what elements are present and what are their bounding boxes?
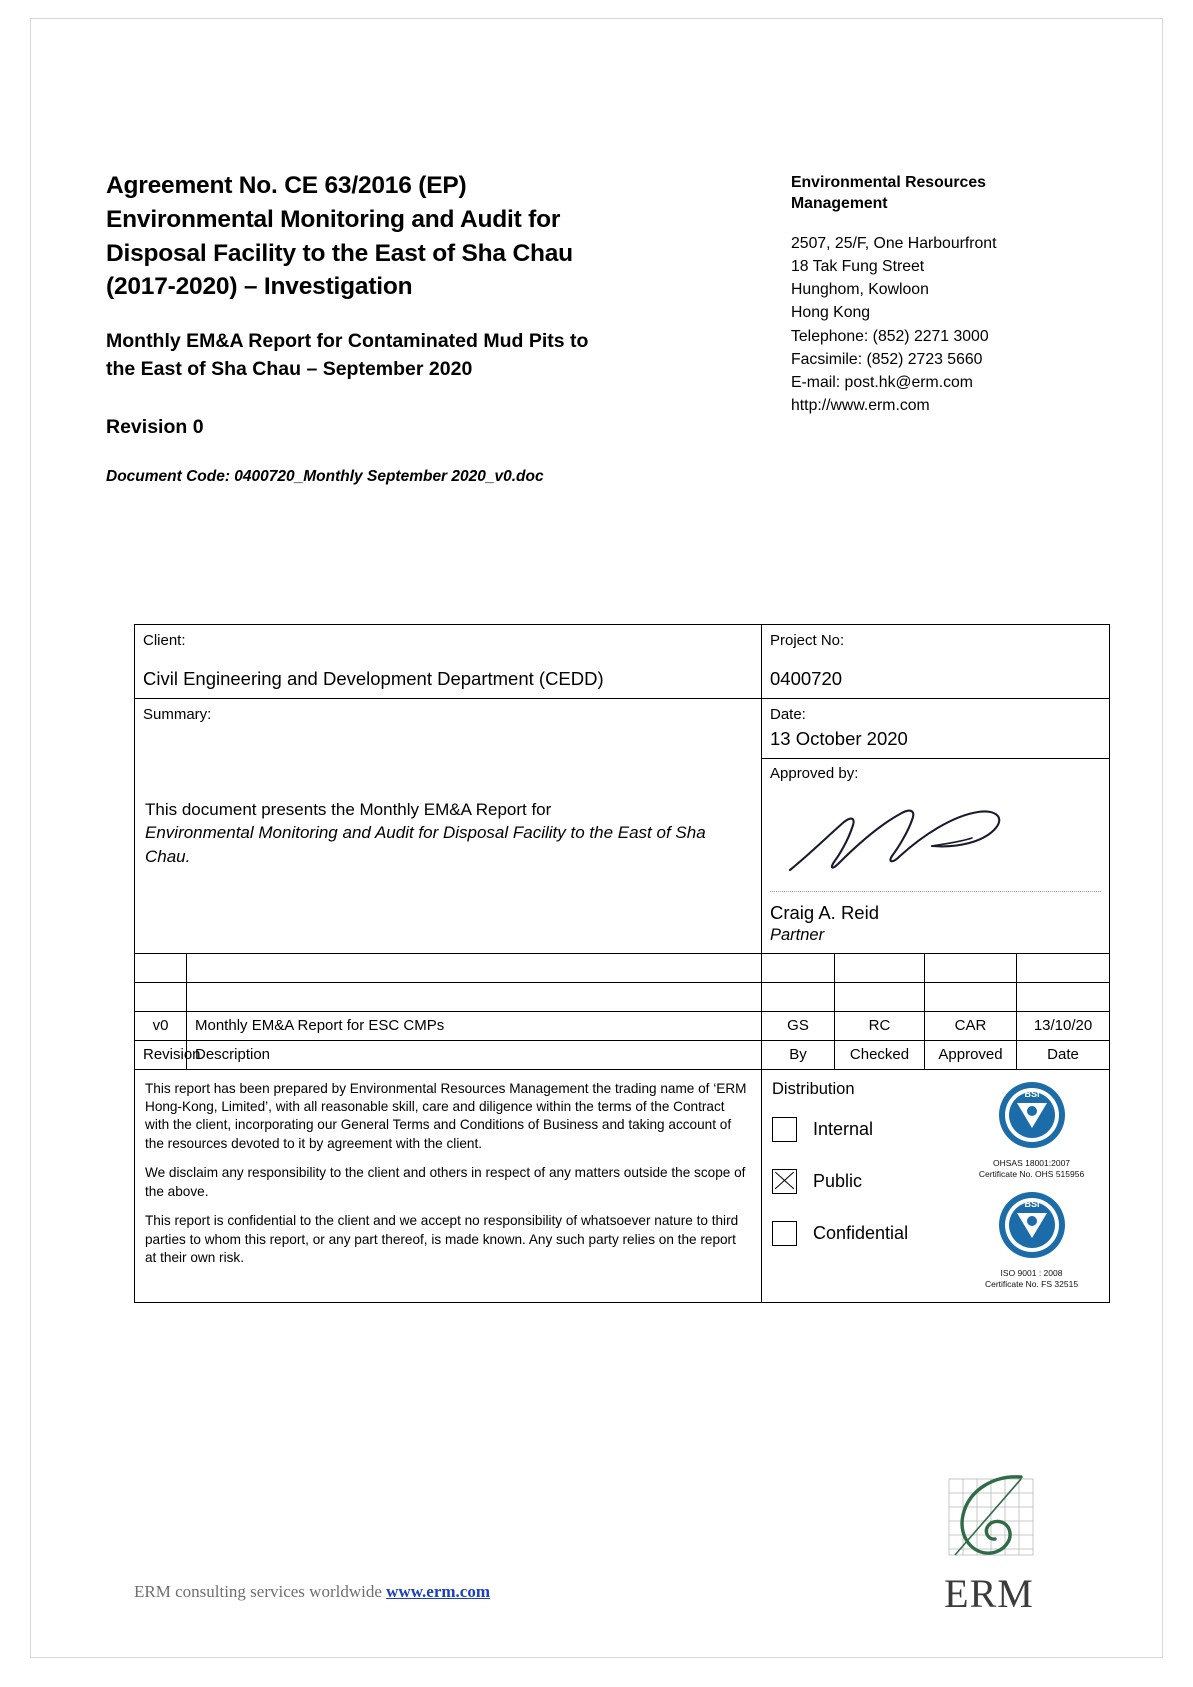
certification-number-ohsas: Certificate No. OHS 515956	[978, 1169, 1085, 1180]
document-info-table	[134, 624, 1110, 1303]
svg-text:BSI: BSI	[1024, 1198, 1040, 1209]
subtitle-line-2: the East of Sha Chau – September 2020	[106, 358, 473, 381]
company-name-line-1: Environmental Resources	[791, 174, 986, 191]
revision-entry-description: Monthly EM&A Report for ESC CMPs	[187, 1011, 762, 1040]
header-approved: Approved	[925, 1040, 1017, 1069]
blank-cell	[925, 953, 1017, 982]
facsimile: Facsimile: (852) 2723 5660	[791, 350, 983, 368]
erm-logo	[914, 1473, 1064, 1617]
company-block	[791, 169, 1091, 486]
legal-cell	[135, 1069, 762, 1302]
certification-ohsas	[964, 1078, 1099, 1180]
summary-text	[135, 798, 761, 882]
blank-cell	[762, 953, 835, 982]
revision-entry-approved: CAR	[925, 1011, 1017, 1040]
revision-entry-by: GS	[762, 1011, 835, 1040]
summary-text-line-1: This document presents the Monthly EM&A Report for	[145, 800, 552, 819]
blank-cell	[187, 982, 762, 1011]
document-header	[106, 169, 1091, 486]
distribution-cell	[762, 1069, 1110, 1302]
title-line-1: Agreement No. CE 63/2016 (EP)	[106, 172, 467, 199]
table-row	[135, 1011, 1110, 1040]
page-sheet	[30, 18, 1163, 1658]
blank-cell	[187, 953, 762, 982]
subtitle-line-1: Monthly EM&A Report for Contaminated Mud Pits to	[106, 330, 589, 353]
revision-label: Revision 0	[106, 415, 204, 438]
legal-text	[135, 1070, 761, 1280]
legal-paragraph-2: We disclaim any responsibility to the client and others in respect of any matters outside the scope of the above.	[145, 1165, 746, 1199]
checkbox-internal[interactable]	[772, 1117, 797, 1142]
company-address	[791, 232, 1091, 418]
svg-text:BSI: BSI	[1024, 1088, 1040, 1099]
address-line-3: Hunghom, Kowloon	[791, 281, 929, 299]
summary-text-line-2: Environmental Monitoring and Audit for Disposal Facility to the East of Sha Chau.	[145, 823, 706, 866]
approved-by-label: Approved by:	[770, 765, 859, 782]
legal-paragraph-1: This report has been prepared by Environmental Resources Management the trading name of ‘ERM Hong-Kong, Limited’, with all reasonable skill, care and diligence within the terms of the Contract with the client, incorporating our General Terms and Conditions of Business and taking account of the resources devoted to it by agreement with the client.	[145, 1080, 747, 1151]
erm-fern-icon	[925, 1473, 1053, 1569]
blank-revision-row	[135, 953, 1110, 982]
client-cell	[135, 625, 762, 699]
client-row	[135, 625, 1110, 699]
blank-cell	[1017, 982, 1110, 1011]
address-line-2: 18 Tak Fung Street	[791, 257, 925, 275]
legal-distribution-row	[135, 1069, 1110, 1302]
header-checked: Checked	[835, 1040, 925, 1069]
blank-cell	[762, 982, 835, 1011]
project-no-cell	[762, 625, 1110, 699]
page-footer	[134, 1582, 490, 1602]
revision-entry-revision: v0	[135, 1011, 187, 1040]
blank-cell	[135, 982, 187, 1011]
signature-line	[770, 891, 1101, 892]
summary-label: Summary:	[143, 705, 212, 723]
project-no-value: 0400720	[770, 667, 843, 689]
approver-role: Partner	[770, 925, 825, 944]
checkbox-public[interactable]	[772, 1169, 797, 1194]
header-revision: Revision	[135, 1040, 187, 1069]
distribution-block	[762, 1070, 1109, 1302]
summary-row	[135, 698, 1110, 953]
header-by: By	[762, 1040, 835, 1069]
address-line-4: Hong Kong	[791, 304, 871, 322]
header-date: Date	[1017, 1040, 1110, 1069]
footer-website-link[interactable]: www.erm.com	[386, 1582, 490, 1601]
header-description: Description	[187, 1040, 762, 1069]
distribution-label-public: Public	[813, 1170, 863, 1191]
website-url: http://www.erm.com	[791, 397, 930, 415]
address-line-1: 2507, 25/F, One Harbourfront	[791, 234, 997, 252]
project-no-label: Project No:	[770, 632, 845, 649]
certification-standard-ohsas: OHSAS 18001:2007	[993, 1157, 1071, 1168]
date-approved-cell	[762, 698, 1110, 953]
date-block	[762, 699, 1109, 760]
revision-entry-date: 13/10/20	[1017, 1011, 1110, 1040]
bsi-kitemark-icon	[987, 1078, 1077, 1152]
approver-name: Craig A. Reid	[770, 901, 879, 923]
distribution-label-internal: Internal	[813, 1118, 874, 1139]
distribution-label-confidential: Confidential	[813, 1222, 909, 1243]
distribution-title: Distribution	[772, 1079, 855, 1098]
blank-cell	[1017, 953, 1110, 982]
bsi-kitemark-icon	[987, 1188, 1077, 1262]
company-name-line-2: Management	[791, 195, 888, 213]
revision-header-row	[135, 1040, 1110, 1069]
certification-iso	[964, 1188, 1099, 1290]
page-title	[106, 169, 716, 304]
signature-area	[762, 784, 1109, 896]
erm-wordmark: ERM	[944, 1571, 1034, 1616]
title-line-4: (2017-2020) – Investigation	[106, 273, 413, 301]
blank-cell	[925, 982, 1017, 1011]
revision-entry-checked: RC	[835, 1011, 925, 1040]
blank-cell	[135, 953, 187, 982]
signature-icon	[782, 792, 1042, 892]
client-label: Client:	[143, 632, 186, 649]
header-left-column	[106, 169, 716, 486]
title-line-3: Disposal Facility to the East of Sha Chau	[106, 239, 573, 267]
date-value: 13 October 2020	[770, 728, 908, 749]
blank-cell	[835, 982, 925, 1011]
summary-cell	[135, 698, 762, 953]
checkbox-confidential[interactable]	[772, 1221, 797, 1246]
page-subtitle	[106, 327, 716, 384]
certification-standard-iso: ISO 9001 : 2008	[1000, 1267, 1063, 1278]
blank-cell	[835, 953, 925, 982]
date-label: Date:	[770, 705, 806, 723]
legal-paragraph-3: This report is confidential to the client and we accept no responsibility of whatsoever nature to third parties to whom this report, or any part thereof, is made known. Any such party relies on the report at their own risk.	[145, 1213, 739, 1266]
certification-number-iso: Certificate No. FS 32515	[984, 1279, 1079, 1290]
title-line-2: Environmental Monitoring and Audit for	[106, 205, 561, 233]
blank-revision-row	[135, 982, 1110, 1011]
company-name	[791, 172, 1091, 215]
client-value: Civil Engineering and Development Department (CEDD)	[143, 667, 604, 689]
document-code: Document Code: 0400720_Monthly September 2020_v0.doc	[106, 467, 544, 485]
email: E-mail: post.hk@erm.com	[791, 373, 973, 391]
telephone: Telephone: (852) 2271 3000	[791, 327, 989, 345]
footer-text: ERM consulting services worldwide	[134, 1582, 382, 1601]
approved-by-block	[762, 759, 1109, 953]
